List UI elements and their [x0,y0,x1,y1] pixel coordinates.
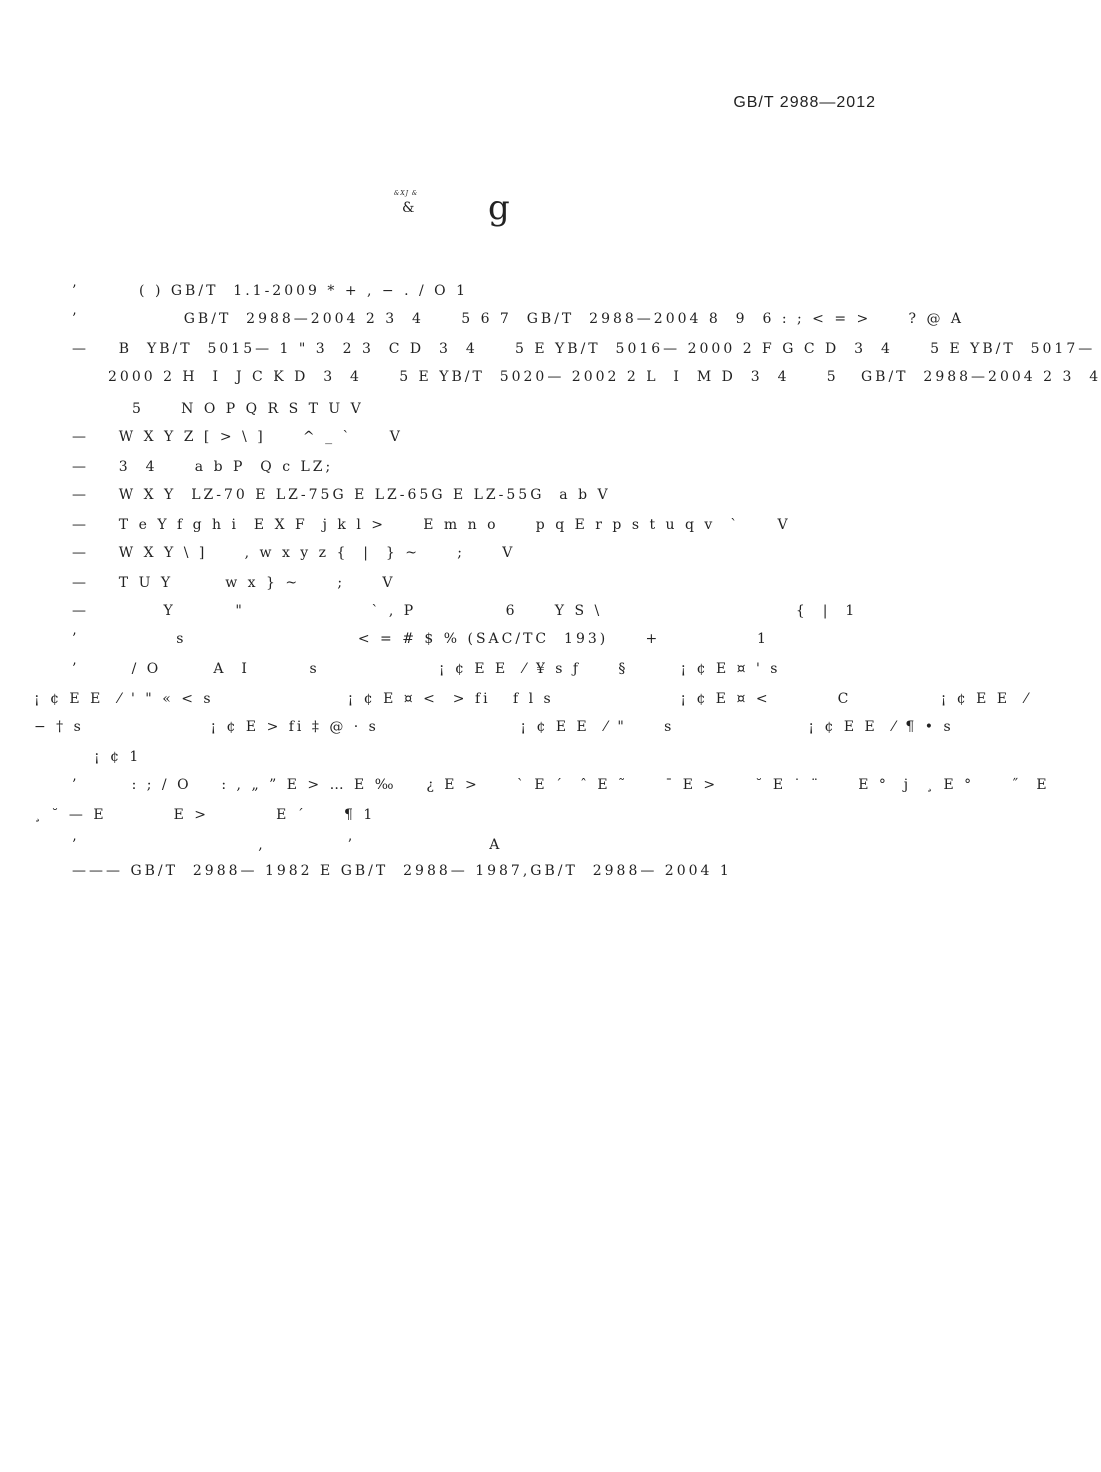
text-line: — B YB/T 5015— 1 " 3 2 3 C D 3 4 5 E YB/T 5016— 2000 2 F G C D 3 4 5 E YB/T 5017— [72,341,1096,357]
text-line: — T U Y w x } ~ ; V [72,575,396,591]
text-line: ¡ ¢ E E ⁄ ' " « < s ¡ ¢ E ¤ < > fi f l s ¡ ¢ E ¤ < C ¡ ¢ E E ⁄ [34,691,1031,707]
text-line: ’ GB/T 2988—2004 2 3 4 5 6 7 GB/T 2988—2004 8 9 6 : ; < = > ? @ A [72,311,965,327]
text-line: ’ , ’ A [72,837,503,853]
text-line: — W X Y \ ] , w x y z { | } ~ ; V [72,545,516,561]
text-line: — 3 4 a b P Q c LZ; [72,459,334,475]
text-line: 5 N O P Q R S T U V [132,401,364,417]
text-line: ’ / O A I s ¡ ¢ E E ⁄ ¥ s ƒ § ¡ ¢ E ¤ ' s [72,661,781,677]
title-glyph: g [488,188,510,228]
text-line: ’ s < = # $ % (SAC/TC 193) + 1 [72,631,769,647]
text-line: ——— GB/T 2988— 1982 E GB/T 2988— 1987,GB/T 2988— 2004 1 [72,863,732,879]
title-small-text: &XJ & [394,190,419,197]
title-amp: & [402,200,415,216]
text-line: ’ : ; / O : , „ ” E > … E ‰ ¿ E > ` E ´ ˆ E ˜ ¯ E > ˘ E ˙ ¨ E ° j ¸ E ° ˝ E [72,777,1050,793]
page-title [380,186,580,236]
standard-code: GB/T 2988—2012 [733,94,876,111]
text-line: — T e Y f g h i E X F j k l > E m n o p q E r p s t u q v ` V [72,517,791,533]
text-line: — Y " ` , P 6 Y S \ { | 1 [72,603,858,619]
text-line: — W X Y Z [ > \ ] ^ _ ` V [72,429,403,445]
text-line: ’ ( ) GB/T 1.1-2009 * + , − . / O 1 [72,283,468,299]
text-line: 2000 2 H I J C K D 3 4 5 E YB/T 5020— 2002 2 L I M D 3 4 5 GB/T 2988—2004 2 3 4 [108,369,1101,385]
text-line: — W X Y LZ-70 E LZ-75G E LZ-65G E LZ-55G a b V [72,487,611,503]
text-line: − † s ¡ ¢ E > fi ‡ @ · s ¡ ¢ E E ⁄ " s ¡ ¢ E E ⁄ ¶ • s [34,719,954,735]
text-line: ¸ ˘ — E E > E ´ ¶ 1 [34,807,376,823]
text-line: ¡ ¢ 1 [94,749,142,765]
